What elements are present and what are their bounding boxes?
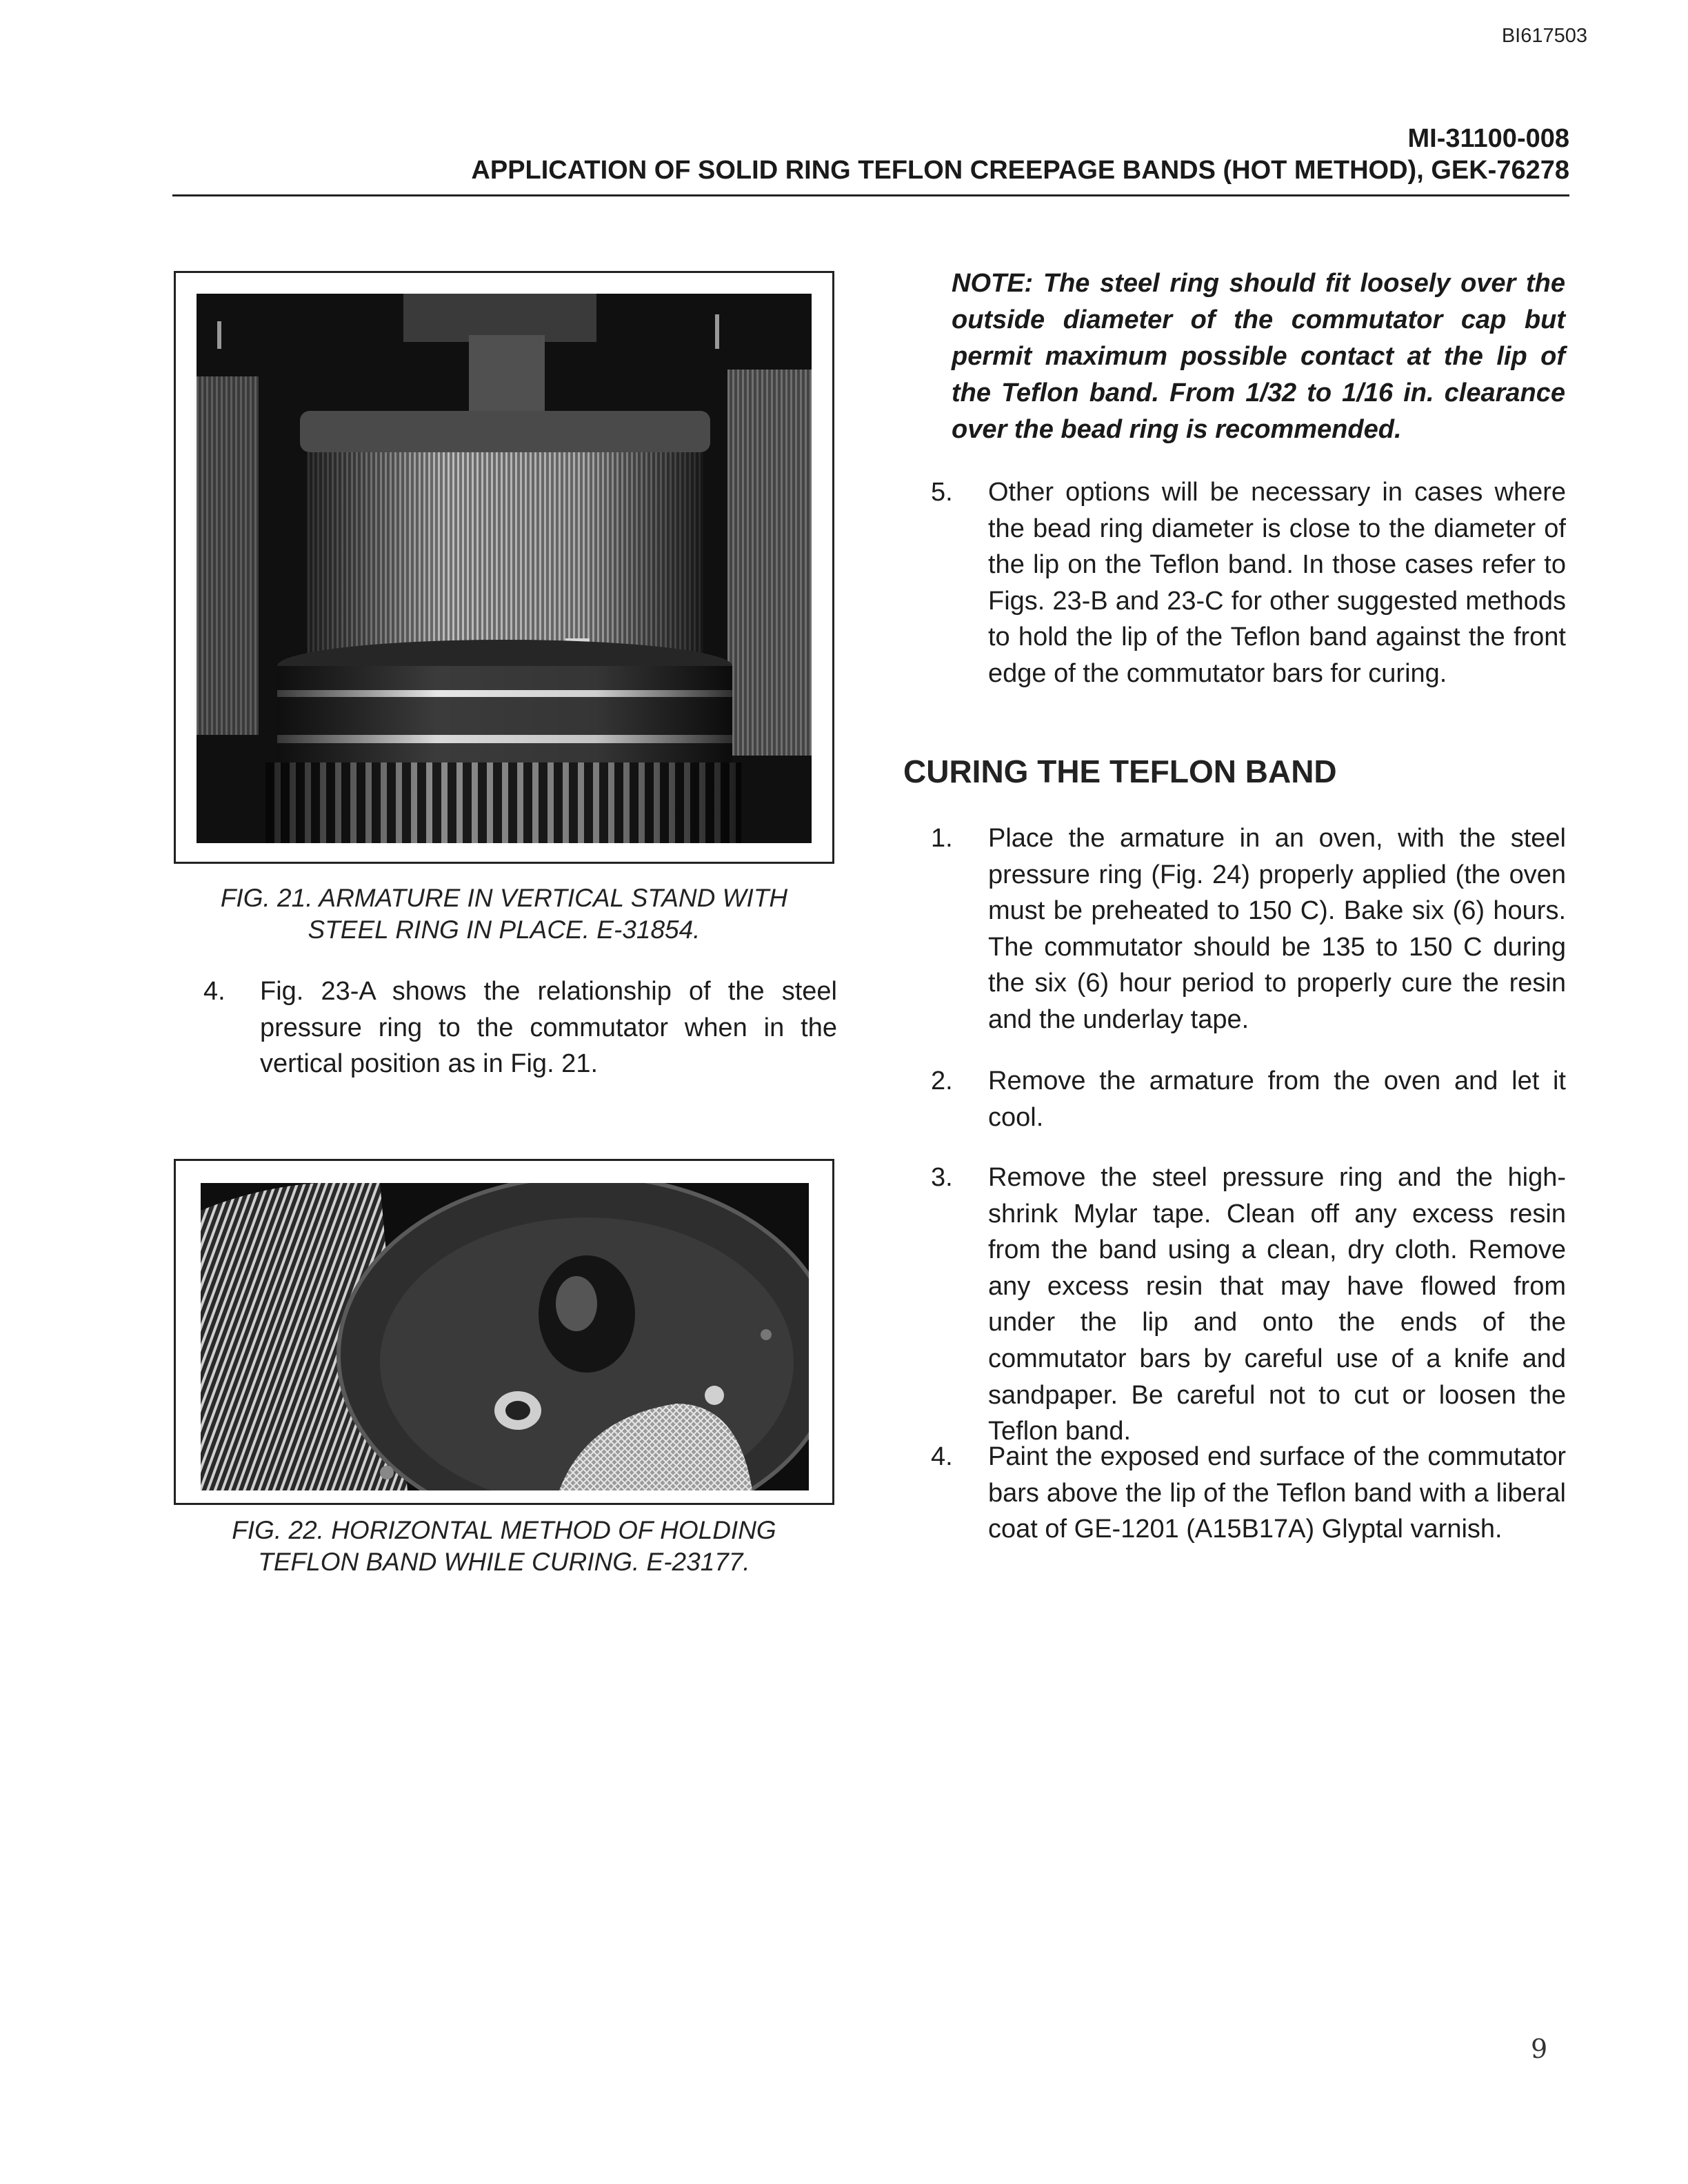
list-item-text: Remove the steel pressure ring and the high-shrink Mylar tape. Clean off any excess resin from the band using a clean, dry cloth. Remove any excess resin that may have flowed from under the lip and onto the ends of the commutator bars by careful use of a knife and sandpaper. Be careful not to cut or loosen the Teflon band. — [988, 1163, 1566, 1446]
page-header — [172, 123, 1569, 186]
list-number: 4. — [203, 977, 225, 1006]
list-item-text: Other options will be necessary in cases where the bead ring diameter is close to the diameter of the lip on the Teflon band. In those cases refer to Figs. 23-B and 23-C for other suggested methods to hold the lip of the Teflon band against the front edge of the commutator bars for curing. — [988, 478, 1566, 688]
list-item-text: Fig. 23-A shows the relationship of the steel pressure ring to the commutator when in the vertical position as in Fig. 21. — [260, 977, 837, 1079]
list-number: 4. — [931, 1442, 953, 1471]
list-number: 5. — [931, 478, 953, 507]
figure-22-caption — [174, 1515, 834, 1578]
list-item-text: Paint the exposed end surface of the commutator bars above the lip of the Teflon band with a liberal coat of GE-1201 (A15B17A) Glyptal varnish. — [988, 1442, 1566, 1544]
figure-21 — [174, 271, 834, 864]
figure-22-photo — [201, 1183, 809, 1490]
page-number: 9 — [1531, 2034, 1548, 2064]
document-id: BI617503 — [1501, 25, 1587, 47]
figure-21-caption — [174, 882, 834, 946]
header-rule — [172, 194, 1569, 196]
list-number: 1. — [931, 824, 953, 853]
list-number: 3. — [931, 1163, 953, 1192]
armature-horizontal-photo — [201, 1183, 809, 1490]
document-code: MI-31100-008 — [1407, 124, 1569, 153]
caption-line: STEEL RING IN PLACE. E-31854. — [308, 916, 701, 944]
list-number: 2. — [931, 1066, 953, 1095]
section-heading: CURING THE TEFLON BAND — [903, 754, 1337, 789]
caption-line: FIG. 22. HORIZONTAL METHOD OF HOLDING — [232, 1516, 776, 1544]
caption-line: TEFLON BAND WHILE CURING. E-23177. — [258, 1548, 750, 1576]
figure-21-photo — [197, 294, 812, 843]
armature-vertical-photo — [197, 294, 812, 843]
caption-line: FIG. 21. ARMATURE IN VERTICAL STAND WITH — [220, 884, 788, 912]
document-title: APPLICATION OF SOLID RING TEFLON CREEPAGE BANDS (HOT METHOD), GEK-76278 — [471, 156, 1569, 185]
steel-ring-note: NOTE: The steel ring should fit loosely over the outside diameter of the commutator cap but permit maximum possible contact at the lip of the Teflon band. From 1/32 to 1/16 in. clearance over the bead ring is recommended. — [952, 269, 1565, 444]
figure-22 — [174, 1159, 834, 1505]
list-item-text: Place the armature in an oven, with the steel pressure ring (Fig. 24) properly applied (the oven must be preheated to 150 C). Bake six (6) hours. The commutator should be 135 to 150 C during the six (6) hour period to properly cure the resin and the underlay tape. — [988, 824, 1566, 1034]
list-item-text: Remove the armature from the oven and let it cool. — [988, 1066, 1566, 1132]
